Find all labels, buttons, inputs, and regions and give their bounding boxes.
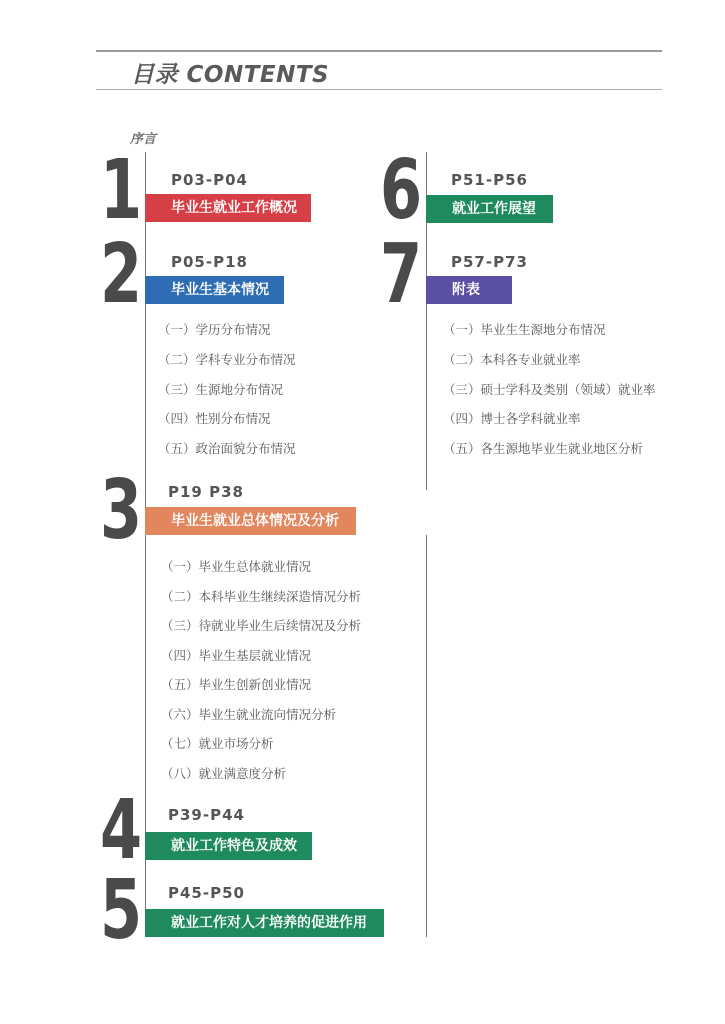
section-2-title[interactable]: 毕业生基本情况 bbox=[145, 276, 284, 304]
section-3-item[interactable]: （一）毕业生总体就业情况 bbox=[161, 559, 312, 574]
section-3-pages: P19 P38 bbox=[168, 483, 244, 501]
section-3-item[interactable]: （四）毕业生基层就业情况 bbox=[161, 648, 312, 663]
section-3-item[interactable]: （三）待就业毕业生后续情况及分析 bbox=[161, 618, 362, 633]
section-1-title[interactable]: 毕业生就业工作概况 bbox=[145, 194, 311, 222]
section-2-number: 2 bbox=[100, 227, 143, 322]
section-6-pages: P51-P56 bbox=[451, 171, 528, 189]
section-6-number: 6 bbox=[380, 143, 423, 238]
section-7-title[interactable]: 附表 bbox=[426, 276, 512, 304]
section-3-item[interactable]: （二）本科毕业生继续深造情况分析 bbox=[161, 589, 362, 604]
section-7-item[interactable]: （三）硕士学科及类别（领域）就业率 bbox=[443, 382, 656, 397]
page-title: 目录 CONTENTS bbox=[131, 62, 330, 88]
section-2-item[interactable]: （二）学科专业分布情况 bbox=[158, 352, 296, 367]
section-2-pages: P05-P18 bbox=[171, 253, 248, 271]
section-7-item[interactable]: （一）毕业生生源地分布情况 bbox=[443, 322, 606, 337]
section-7-item[interactable]: （四）博士各学科就业率 bbox=[443, 411, 581, 426]
section-7-item[interactable]: （二）本科各专业就业率 bbox=[443, 352, 581, 367]
left-column-line bbox=[145, 152, 146, 937]
section-3-title[interactable]: 毕业生就业总体情况及分析 bbox=[145, 507, 356, 535]
section-4-title[interactable]: 就业工作特色及成效 bbox=[145, 832, 312, 860]
section-3-number: 3 bbox=[100, 463, 143, 558]
section-3-item[interactable]: （七）就业市场分析 bbox=[161, 736, 274, 751]
section-3-item[interactable]: （五）毕业生创新创业情况 bbox=[161, 677, 312, 692]
section-7-number: 7 bbox=[380, 227, 423, 322]
right-column-line-lower bbox=[426, 535, 427, 937]
section-7-item[interactable]: （五）各生源地毕业生就业地区分析 bbox=[443, 441, 644, 456]
section-1-pages: P03-P04 bbox=[171, 171, 248, 189]
header-bottom-rule bbox=[96, 89, 662, 90]
preface-link[interactable]: 序言 bbox=[130, 132, 157, 147]
section-2-item[interactable]: （一）学历分布情况 bbox=[158, 322, 271, 337]
section-3-item[interactable]: （六）毕业生就业流向情况分析 bbox=[161, 707, 337, 722]
section-4-number: 4 bbox=[100, 783, 143, 878]
section-7-pages: P57-P73 bbox=[451, 253, 528, 271]
section-5-number: 5 bbox=[100, 863, 143, 958]
section-4-pages: P39-P44 bbox=[168, 806, 245, 824]
section-6-title[interactable]: 就业工作展望 bbox=[426, 195, 553, 223]
section-2-item[interactable]: （三）生源地分布情况 bbox=[158, 382, 284, 397]
section-5-title[interactable]: 就业工作对人才培养的促进作用 bbox=[145, 909, 384, 937]
section-2-item[interactable]: （四）性别分布情况 bbox=[158, 411, 271, 426]
section-3-item[interactable]: （八）就业满意度分析 bbox=[161, 766, 287, 781]
section-2-item[interactable]: （五）政治面貌分布情况 bbox=[158, 441, 296, 456]
header-top-rule bbox=[96, 50, 662, 52]
section-5-pages: P45-P50 bbox=[168, 884, 245, 902]
section-1-number: 1 bbox=[100, 143, 143, 238]
